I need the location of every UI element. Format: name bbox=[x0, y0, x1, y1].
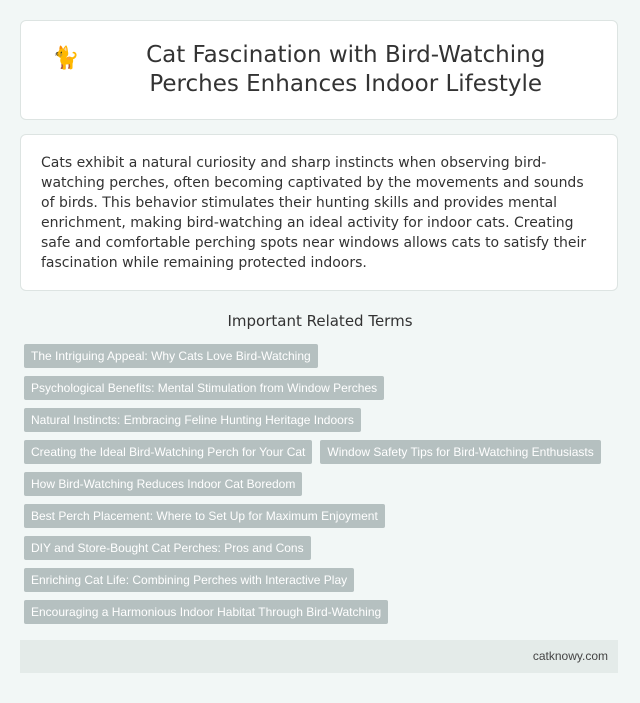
term-tag[interactable]: Window Safety Tips for Bird-Watching Enthusiasts bbox=[320, 440, 600, 464]
title-wrap bbox=[52, 41, 585, 99]
page-title: Cat Fascination with Bird-Watching Perches Enhances Indoor Lifestyle bbox=[146, 42, 546, 97]
term-row bbox=[24, 344, 624, 368]
term-row bbox=[24, 472, 624, 496]
term-tag[interactable]: How Bird-Watching Reduces Indoor Cat Boredom bbox=[24, 472, 302, 496]
term-tag[interactable]: Natural Instincts: Embracing Feline Hunting Heritage Indoors bbox=[24, 408, 361, 432]
term-tag[interactable]: Best Perch Placement: Where to Set Up for Maximum Enjoyment bbox=[24, 504, 385, 528]
term-row bbox=[24, 376, 624, 400]
intro-card bbox=[20, 134, 618, 291]
term-tag[interactable]: DIY and Store-Bought Cat Perches: Pros and Cons bbox=[24, 536, 311, 560]
term-row bbox=[24, 440, 624, 464]
term-tag[interactable]: Creating the Ideal Bird-Watching Perch for Your Cat bbox=[24, 440, 312, 464]
term-row bbox=[24, 408, 624, 432]
intro-text: Cats exhibit a natural curiosity and sharp instincts when observing bird-watching perches, often becoming captivated by the movements and sounds of birds. This behavior stimulates their hunting skills and provides mental enrichment, making bird-watching an ideal activity for indoor cats. Creating safe and comfortable perching spots near windows allows cats to satisfy their fascination while remaining protected indoors. bbox=[41, 155, 587, 271]
term-tag[interactable]: Encouraging a Harmonious Indoor Habitat Through Bird-Watching bbox=[24, 600, 388, 624]
term-tag[interactable]: The Intriguing Appeal: Why Cats Love Bird-Watching bbox=[24, 344, 318, 368]
term-row bbox=[24, 600, 624, 624]
term-row bbox=[24, 568, 624, 592]
cat-icon: 🐈 bbox=[52, 46, 80, 71]
term-row bbox=[24, 536, 624, 560]
related-terms-heading: Important Related Terms bbox=[227, 312, 413, 330]
related-terms-list bbox=[24, 344, 624, 632]
footer-site-link[interactable]: catknowy.com bbox=[532, 649, 608, 663]
footer bbox=[20, 640, 618, 673]
term-row bbox=[24, 504, 624, 528]
header-card bbox=[20, 20, 618, 120]
term-tag[interactable]: Psychological Benefits: Mental Stimulation from Window Perches bbox=[24, 376, 384, 400]
term-tag[interactable]: Enriching Cat Life: Combining Perches with Interactive Play bbox=[24, 568, 354, 592]
